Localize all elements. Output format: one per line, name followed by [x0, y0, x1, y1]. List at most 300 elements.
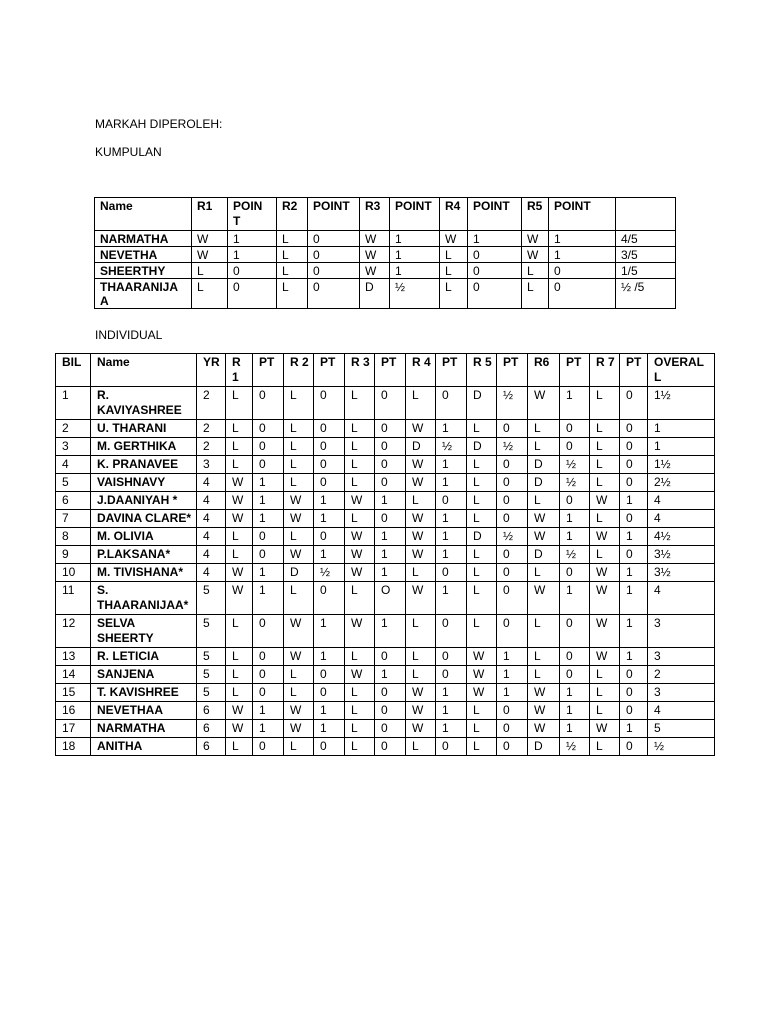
group-table-cell: L [440, 263, 468, 279]
individual-table-cell: ½ [314, 564, 345, 582]
individual-table-cell: 4 [648, 702, 715, 720]
individual-table-cell: 5 [197, 648, 226, 666]
individual-table-cell: 1 [436, 582, 467, 615]
individual-table-cell: W [590, 648, 620, 666]
individual-table-cell: L [406, 738, 436, 756]
individual-table-cell: W [467, 648, 497, 666]
section-heading-individual: INDIVIDUAL [95, 328, 163, 342]
group-table-header-cell: R3 [360, 198, 390, 231]
group-table-cell: 0 [228, 279, 277, 309]
individual-table-cell: 5 [197, 582, 226, 615]
individual-table-name-cell: K. PRANAVEE [91, 456, 197, 474]
group-table-cell: L [192, 263, 228, 279]
individual-table-cell: L [226, 456, 253, 474]
individual-table-cell: L [528, 420, 560, 438]
individual-table-cell: 0 [436, 615, 467, 648]
individual-table-cell: 1 [436, 720, 467, 738]
individual-table-cell: 0 [620, 456, 648, 474]
individual-table-cell: 0 [253, 738, 284, 756]
individual-table-cell: W [345, 546, 375, 564]
individual-table-cell: W [284, 702, 314, 720]
individual-table-cell: D [528, 474, 560, 492]
individual-table-cell: 1 [314, 720, 345, 738]
individual-table-name-cell: VAISHNAVY [91, 474, 197, 492]
section-heading-kumpulan: KUMPULAN [95, 145, 162, 159]
individual-table-cell: L [467, 474, 497, 492]
individual-table-cell: W [406, 528, 436, 546]
individual-table-cell: D [528, 546, 560, 564]
individual-table-cell: W [590, 492, 620, 510]
individual-table-cell: 0 [375, 438, 406, 456]
individual-table-cell: 4 [197, 474, 226, 492]
individual-table-cell: L [284, 528, 314, 546]
individual-table-cell: 0 [497, 510, 528, 528]
individual-table-cell: 3 [56, 438, 91, 456]
individual-table-header-cell: PT [253, 354, 284, 387]
individual-table-cell: W [590, 582, 620, 615]
individual-table-cell: L [226, 738, 253, 756]
individual-table-cell: 1 [497, 684, 528, 702]
individual-table-cell: L [406, 666, 436, 684]
individual-table-cell: 0 [620, 684, 648, 702]
individual-table-cell: 0 [314, 387, 345, 420]
individual-table-cell: ½ [560, 456, 590, 474]
individual-table-cell: 1 [375, 615, 406, 648]
individual-table-cell: 0 [497, 702, 528, 720]
individual-table-cell: L [467, 582, 497, 615]
individual-table-cell: 1 [560, 510, 590, 528]
individual-table-cell: L [226, 387, 253, 420]
individual-table-cell: ½ [497, 387, 528, 420]
individual-table-cell: 1 [314, 492, 345, 510]
individual-table-cell: 1 [436, 474, 467, 492]
group-table-row [95, 279, 676, 309]
group-table-cell: 0 [468, 247, 522, 263]
individual-table-cell: L [467, 546, 497, 564]
individual-table-cell: D [284, 564, 314, 582]
group-table-cell: 3/5 [616, 247, 676, 263]
individual-table-cell: ½ [560, 474, 590, 492]
individual-table-cell: L [406, 615, 436, 648]
individual-table-cell: W [406, 684, 436, 702]
individual-table-cell: 3 [648, 684, 715, 702]
individual-table-cell: ½ [560, 546, 590, 564]
group-table-cell: 1 [390, 247, 440, 263]
group-table-cell: W [522, 231, 549, 247]
individual-table-cell: 3½ [648, 546, 715, 564]
group-table-cell: 1 [549, 247, 616, 263]
individual-table-cell: 2 [197, 420, 226, 438]
individual-table-cell: 1 [560, 387, 590, 420]
individual-table-row [56, 684, 715, 702]
individual-table-cell: W [284, 648, 314, 666]
individual-table-header-cell: R 4 [406, 354, 436, 387]
individual-table-cell: W [284, 720, 314, 738]
individual-table-cell: L [590, 738, 620, 756]
individual-table-cell: 0 [314, 738, 345, 756]
individual-table-cell: 0 [253, 456, 284, 474]
individual-table-cell: 0 [436, 492, 467, 510]
individual-table-cell: L [590, 546, 620, 564]
individual-table-cell: 0 [497, 738, 528, 756]
individual-table-cell: W [406, 510, 436, 528]
individual-table-cell: L [590, 666, 620, 684]
individual-table-cell: L [528, 615, 560, 648]
individual-table-cell: W [528, 720, 560, 738]
individual-table-cell: L [226, 615, 253, 648]
individual-table-cell: L [226, 648, 253, 666]
individual-table-cell: L [345, 420, 375, 438]
group-table-header-cell: R5 [522, 198, 549, 231]
individual-table-cell: 4 [648, 582, 715, 615]
group-table-cell: L [277, 247, 308, 263]
individual-table-cell: 15 [56, 684, 91, 702]
individual-table-cell: 5 [197, 666, 226, 684]
individual-table-header-cell: YR [197, 354, 226, 387]
individual-table-name-cell: M. TIVISHANA* [91, 564, 197, 582]
group-table-header-cell: POINT [390, 198, 440, 231]
individual-table-header-cell: PT [436, 354, 467, 387]
individual-table-cell: W [590, 528, 620, 546]
individual-table-cell: L [345, 738, 375, 756]
individual-table-cell: L [345, 510, 375, 528]
group-table-cell: ½ [390, 279, 440, 309]
group-table-cell: 0 [308, 231, 360, 247]
individual-table-header-cell: R 2 [284, 354, 314, 387]
individual-table-cell: W [528, 528, 560, 546]
individual-table-cell: 12 [56, 615, 91, 648]
individual-table-cell: 1 [314, 546, 345, 564]
individual-table-header-cell: PT [375, 354, 406, 387]
group-table-header-cell: POINT [468, 198, 522, 231]
individual-table-cell: 5 [197, 615, 226, 648]
individual-table-cell: 0 [436, 738, 467, 756]
group-table-name-cell: THAARANIJAA [95, 279, 192, 309]
individual-table-cell: 0 [620, 420, 648, 438]
individual-table-cell: 0 [497, 492, 528, 510]
group-table-cell: 0 [468, 279, 522, 309]
individual-table-cell: L [467, 720, 497, 738]
group-table-cell: 0 [308, 263, 360, 279]
page-heading-markah: MARKAH DIPEROLEH: [95, 117, 223, 131]
group-table-cell: L [440, 279, 468, 309]
individual-table-name-cell: M. OLIVIA [91, 528, 197, 546]
individual-table-cell: L [467, 564, 497, 582]
individual-table-header-cell: R 7 [590, 354, 620, 387]
individual-table-cell: W [590, 564, 620, 582]
individual-table-cell: 0 [253, 420, 284, 438]
individual-table-cell: L [284, 738, 314, 756]
individual-table-cell: W [406, 702, 436, 720]
individual-table-row [56, 420, 715, 438]
individual-table-cell: 1 [314, 510, 345, 528]
individual-table-cell: L [345, 684, 375, 702]
individual-table-cell: L [345, 387, 375, 420]
individual-table-cell: 1 [560, 582, 590, 615]
individual-table-cell: 0 [620, 702, 648, 720]
individual-table-cell: 0 [497, 720, 528, 738]
individual-table-name-cell: S. THAARANIJAA* [91, 582, 197, 615]
individual-table-cell: 4 [197, 528, 226, 546]
individual-table-cell: 4 [56, 456, 91, 474]
individual-table-cell: 0 [314, 582, 345, 615]
group-table-cell: W [360, 263, 390, 279]
group-table-cell: 1/5 [616, 263, 676, 279]
individual-table-cell: L [467, 492, 497, 510]
individual-table-cell: L [226, 528, 253, 546]
individual-table-cell: 0 [253, 615, 284, 648]
group-table-cell: 0 [308, 279, 360, 309]
individual-table-cell: 2½ [648, 474, 715, 492]
individual-table-cell: 0 [497, 546, 528, 564]
individual-table-cell: L [345, 474, 375, 492]
individual-table-cell: L [226, 666, 253, 684]
individual-table-cell: L [406, 492, 436, 510]
individual-table-cell: 0 [253, 648, 284, 666]
group-table-cell: 0 [308, 247, 360, 263]
individual-table-cell: 0 [560, 666, 590, 684]
individual-table-cell: 1 [314, 615, 345, 648]
individual-table-cell: 0 [560, 420, 590, 438]
individual-table-cell: W [284, 615, 314, 648]
individual-table-header-cell: R 1 [226, 354, 253, 387]
individual-table-cell: 1 [436, 510, 467, 528]
individual-table-row [56, 528, 715, 546]
group-table-name-cell: NARMATHA [95, 231, 192, 247]
individual-table-cell: 2 [648, 666, 715, 684]
individual-table-cell: 1 [648, 420, 715, 438]
individual-table-cell: W [226, 492, 253, 510]
individual-table-cell: L [345, 648, 375, 666]
individual-table-cell: 0 [314, 456, 345, 474]
individual-table-cell: D [406, 438, 436, 456]
individual-table-cell: D [467, 387, 497, 420]
individual-table-cell: 0 [620, 546, 648, 564]
individual-table-cell: L [467, 615, 497, 648]
individual-table-cell: W [345, 492, 375, 510]
individual-table-cell: 18 [56, 738, 91, 756]
individual-table-cell: W [406, 582, 436, 615]
individual-table-row [56, 648, 715, 666]
individual-table-cell: 0 [375, 648, 406, 666]
individual-table-cell: L [406, 648, 436, 666]
individual-results-table [55, 353, 715, 756]
individual-table-cell: L [590, 684, 620, 702]
individual-table-cell: 0 [497, 420, 528, 438]
individual-table-cell: 1 [253, 720, 284, 738]
individual-table-header-cell: R 5 [467, 354, 497, 387]
individual-table-cell: L [590, 387, 620, 420]
individual-table-cell: 0 [375, 510, 406, 528]
individual-table-cell: W [406, 420, 436, 438]
individual-table-cell: 2 [56, 420, 91, 438]
individual-table-cell: 0 [560, 564, 590, 582]
individual-table-cell: 1 [497, 648, 528, 666]
individual-table-cell: 2 [197, 438, 226, 456]
individual-table-cell: W [406, 474, 436, 492]
individual-table-cell: 0 [620, 510, 648, 528]
individual-table-cell: L [406, 564, 436, 582]
individual-table-header-cell: BIL [56, 354, 91, 387]
individual-table-cell: 1 [375, 528, 406, 546]
individual-table-cell: 5 [197, 684, 226, 702]
individual-table-cell: 0 [375, 420, 406, 438]
individual-table-cell: 4 [197, 546, 226, 564]
individual-table-header-cell: PT [560, 354, 590, 387]
individual-table-cell: D [467, 438, 497, 456]
individual-table-cell: 1 [314, 702, 345, 720]
individual-table-cell: D [528, 738, 560, 756]
individual-table-cell: 1 [436, 702, 467, 720]
individual-table-cell: ½ [497, 528, 528, 546]
individual-table-cell: 1 [497, 666, 528, 684]
individual-table-cell: 0 [497, 582, 528, 615]
individual-table-cell: W [345, 528, 375, 546]
individual-table-cell: 6 [56, 492, 91, 510]
individual-table-cell: W [284, 492, 314, 510]
individual-table-cell: 0 [560, 492, 590, 510]
individual-table-cell: 0 [253, 438, 284, 456]
individual-table-cell: 0 [314, 528, 345, 546]
individual-table-cell: W [467, 684, 497, 702]
individual-table-cell: 1 [253, 564, 284, 582]
individual-table-cell: 2 [197, 387, 226, 420]
individual-table-cell: 1 [620, 564, 648, 582]
individual-table-header-row [56, 354, 715, 387]
group-table-cell: 0 [468, 263, 522, 279]
individual-table-cell: L [345, 582, 375, 615]
individual-table-cell: 5 [648, 720, 715, 738]
individual-table-cell: 0 [436, 387, 467, 420]
individual-table-cell: 3 [648, 648, 715, 666]
individual-table-cell: 13 [56, 648, 91, 666]
individual-table-cell: 1½ [648, 387, 715, 420]
group-table-row [95, 231, 676, 247]
group-table-cell: 1 [549, 231, 616, 247]
individual-table-cell: 11 [56, 582, 91, 615]
individual-table-cell: 0 [375, 456, 406, 474]
individual-table-cell: D [467, 528, 497, 546]
individual-table-row [56, 546, 715, 564]
individual-table-cell: 10 [56, 564, 91, 582]
individual-table-cell: L [284, 387, 314, 420]
individual-table-cell: 0 [253, 666, 284, 684]
individual-table-cell: 0 [314, 420, 345, 438]
individual-table-cell: 4 [648, 510, 715, 528]
individual-table-cell: L [284, 456, 314, 474]
individual-table-header-cell: Name [91, 354, 197, 387]
individual-table-cell: 0 [314, 474, 345, 492]
individual-table-cell: 7 [56, 510, 91, 528]
individual-table-cell: L [528, 564, 560, 582]
group-table-cell: 1 [390, 263, 440, 279]
individual-table-cell: 0 [436, 648, 467, 666]
group-table-cell: D [360, 279, 390, 309]
individual-table-cell: L [528, 492, 560, 510]
group-table-cell: W [360, 231, 390, 247]
individual-table-cell: 1 [375, 666, 406, 684]
individual-table-cell: L [590, 420, 620, 438]
individual-table-name-cell: R. KAVIYASHREE [91, 387, 197, 420]
individual-table-cell: W [406, 456, 436, 474]
individual-table-cell: 1 [560, 720, 590, 738]
individual-table-cell: 1½ [648, 456, 715, 474]
individual-table-cell: 0 [620, 666, 648, 684]
group-results-table [94, 197, 676, 309]
group-table-cell: L [192, 279, 228, 309]
individual-table-cell: 1 [620, 615, 648, 648]
individual-table-row [56, 615, 715, 648]
individual-table-cell: W [226, 564, 253, 582]
individual-table-cell: 1 [56, 387, 91, 420]
individual-table-cell: 1 [253, 582, 284, 615]
individual-table-cell: W [284, 510, 314, 528]
individual-table-cell: 6 [197, 702, 226, 720]
individual-table-cell: 8 [56, 528, 91, 546]
individual-table-cell: L [590, 702, 620, 720]
individual-table-cell: 1 [253, 702, 284, 720]
individual-table-cell: 4 [648, 492, 715, 510]
individual-table-cell: W [467, 666, 497, 684]
individual-table-cell: L [345, 456, 375, 474]
individual-table-row [56, 738, 715, 756]
individual-table-cell: 0 [620, 738, 648, 756]
group-table-cell: L [522, 263, 549, 279]
individual-table-cell: 0 [375, 720, 406, 738]
individual-table-name-cell: SELVA SHEERTY [91, 615, 197, 648]
individual-table-cell: W [406, 546, 436, 564]
individual-table-cell: W [528, 684, 560, 702]
individual-table-cell: 0 [314, 666, 345, 684]
individual-table-cell: 0 [253, 684, 284, 702]
individual-table-cell: L [590, 474, 620, 492]
individual-table-name-cell: T. KAVISHREE [91, 684, 197, 702]
group-table-cell: 1 [228, 231, 277, 247]
group-table-cell: L [277, 279, 308, 309]
individual-table-name-cell: ANITHA [91, 738, 197, 756]
individual-table-cell: W [590, 615, 620, 648]
individual-table-cell: 0 [497, 564, 528, 582]
individual-table-cell: 1 [620, 528, 648, 546]
individual-table-cell: 0 [314, 684, 345, 702]
individual-table-cell: L [590, 438, 620, 456]
group-table-cell: W [440, 231, 468, 247]
individual-table-name-cell: NEVETHAA [91, 702, 197, 720]
group-table-cell: W [192, 231, 228, 247]
individual-table-cell: 1 [560, 684, 590, 702]
individual-table-cell: 0 [375, 684, 406, 702]
individual-table-cell: 1 [620, 582, 648, 615]
individual-table-cell: L [345, 702, 375, 720]
group-table-row [95, 263, 676, 279]
group-table-name-cell: NEVETHA [95, 247, 192, 263]
individual-table-cell: 0 [560, 615, 590, 648]
individual-table-cell: 0 [314, 438, 345, 456]
individual-table-row [56, 492, 715, 510]
group-table-cell: L [277, 263, 308, 279]
individual-table-cell: W [345, 615, 375, 648]
individual-table-header-cell: PT [497, 354, 528, 387]
individual-table-cell: L [345, 720, 375, 738]
individual-table-cell: ½ [648, 738, 715, 756]
group-table-cell: 0 [549, 279, 616, 309]
individual-table-row [56, 474, 715, 492]
individual-table-cell: W [284, 546, 314, 564]
individual-table-cell: W [590, 720, 620, 738]
individual-table-cell: W [528, 510, 560, 528]
individual-table-cell: 1 [436, 528, 467, 546]
individual-table-cell: 0 [253, 528, 284, 546]
